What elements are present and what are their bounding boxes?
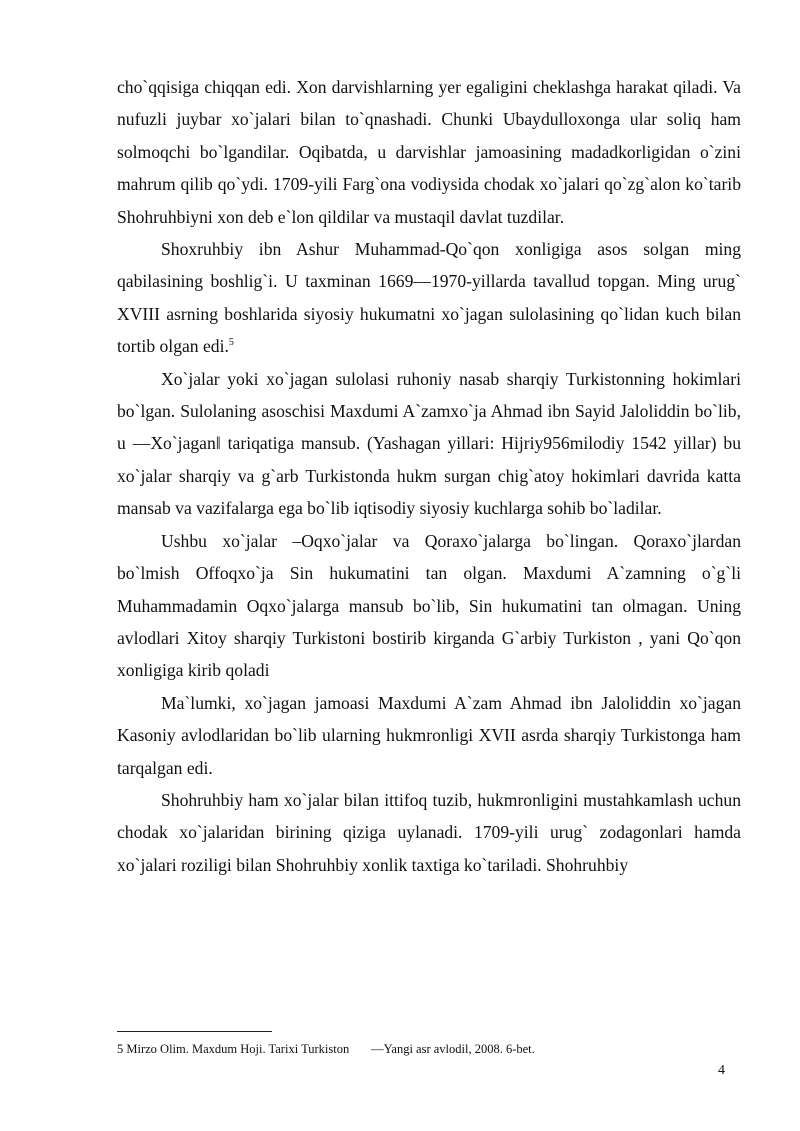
paragraph-3: Xo`jalar yoki xo`jagan sulolasi ruhoniy nasab sharqiy Turkistonning hokimlari bo`lgan. Sulolaning asoschisi Maxdumi A`zamxo`ja Ahmad ibn Sayid Jaloliddin bo`lib, u ―Xo`jagan‖ tariqatiga mansub. (Yashagan yillari: Hijriy956milodiy 1542 yillar) bu xo`jalar sharqiy va g`arb Turkistonda hukm surgan chig`atoy hokimlari davrida katta mansab va vazifalarga ega bo`lib iqtisodiy siyosiy kuchlarga sohib bo`ladilar. bbox=[117, 368, 741, 519]
paragraph-4: Ushbu xo`jalar –Oqxo`jalar va Qoraxo`jalarga bo`lingan. Qoraxo`jlardan bo`lmish Offoqxo`ja Sin hukumatini tan olgan. Maxdumi A`zamning o`g`li Muhammadamin Oqxo`jalarga mansub bo`lib, Sin hukumatini tan olmagan. Uning avlodlari Xitoy sharqiy Turkistoni bostirib kirganda G`arbiy Turkiston , yani Qo`qon xonligiga kirib qoladi bbox=[117, 530, 741, 681]
body-text bbox=[117, 71, 741, 881]
paragraph-2-text: Shoxruhbiy ibn Ashur Muhammad-Qo`qon xonligiga asos solgan ming qabilasining boshlig`i. U taxminan 1669—1970-yillarda tavallud topgan. Ming urug` XVIII asrning boshlarida siyosiy hukumatni xo`jagan sulolasining qo`lidan kuch bilan tortib olgan edi. bbox=[117, 239, 741, 357]
paragraph-5: Ma`lumki, xo`jagan jamoasi Maxdumi A`zam Ahmad ibn Jaloliddin xo`jagan Kasoniy avlodlaridan bo`lib ularning hukmronligi XVII asrda sharqiy Turkistonga ham tarqalgan edi. bbox=[117, 692, 741, 778]
footnote-reference: 5 bbox=[228, 337, 234, 349]
paragraph-6: Shohruhbiy ham xo`jalar bilan ittifoq tuzib, hukmronligini mustahkamlash uchun chodak xo`jalaridan birining qiziga uylanadi. 1709-yili urug` zodagonlari hamda xo`jalari roziligi bilan Shohruhbiy xonlik taxtiga ko`tariladi. Shohruhbiy bbox=[117, 789, 741, 875]
footnote-separator bbox=[117, 1031, 272, 1032]
page-number: 4 bbox=[718, 1063, 725, 1078]
footnote: 5 Mirzo Olim. Maxdum Hoji. Tarixi Turkiston ―Yangi asr avlodil, 2008. 6-bet. bbox=[117, 1042, 535, 1056]
paragraph-1: cho`qqisiga chiqqan edi. Xon darvishlarning yer egaligini cheklashga harakat qiladi. Va nufuzli juybar xo`jalari bilan to`qnashadi. Chunki Ubaydulloxonga ular soliq ham solmoqchi bo`lgandilar. Oqibatda, u darvishlar jamoasining madadkorligidan o`zini mahrum qilib qo`ydi. 1709-yili Farg`ona vodiysida chodak xo`jalari qo`zg`alon ko`tarib Shohruhbiyni xon deb e`lon qildilar va mustaqil davlat tuzdilar. bbox=[117, 77, 741, 227]
paragraph-2 bbox=[117, 233, 741, 363]
